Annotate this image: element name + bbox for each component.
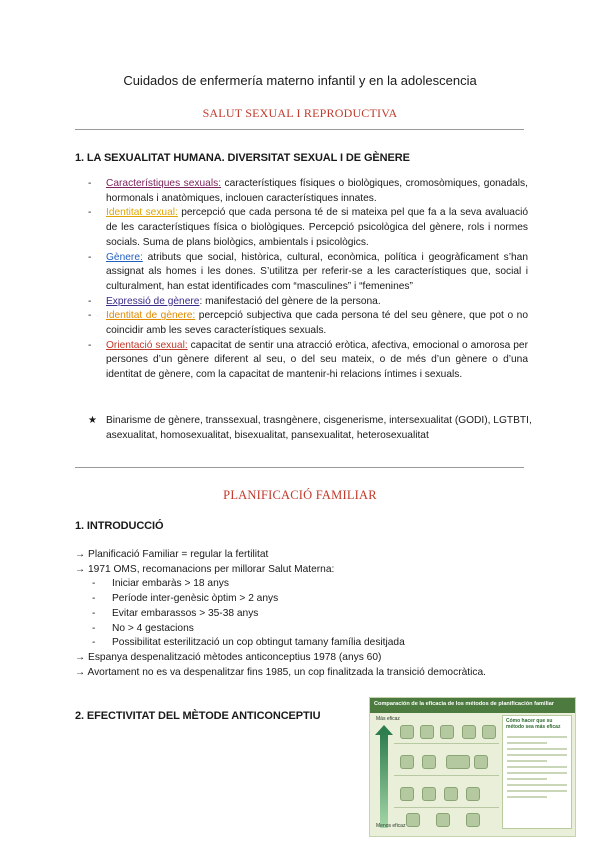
term-label: Identitat de gènere: <box>106 310 196 322</box>
term-label: Expressió de gènere <box>106 295 200 307</box>
term-label: Gènere: <box>106 251 143 263</box>
intro-line: → Espanya despenalització mètodes anticonceptius 1978 (anys 60) <box>75 651 382 663</box>
text-line <box>507 754 567 756</box>
text-line <box>507 748 567 750</box>
contraception-effectiveness-figure <box>369 697 576 837</box>
text-line <box>507 796 547 798</box>
term-text: percepció subjectiva que cada persona té del seu gènere, que pot o no coincidir amb les seves característiques sexuals. <box>106 310 528 337</box>
text-line <box>507 790 567 792</box>
withdrawal-icon <box>436 813 450 827</box>
condom-icon <box>400 787 414 801</box>
star-icon: ★ <box>88 415 98 426</box>
sponge-icon <box>466 813 480 827</box>
sterilization-icon <box>440 725 454 739</box>
pill-icon <box>422 755 436 769</box>
section-heading-intro: 1. INTRODUCCIÓ <box>75 520 164 532</box>
recommendations-list <box>75 577 486 651</box>
method-icon <box>482 725 496 739</box>
document-title: Cuidados de enfermería materno infantil y en la adolescencia <box>123 73 477 88</box>
vasectomy-icon <box>462 725 476 739</box>
injectable-icon <box>400 755 414 769</box>
list-item: - Identitat sexual: percepció que cada persona té de si mateixa pel que fa a la seva avaluació de les característiques física o biològiques. Percepció psicològica del gènere, rols i normes socials. Suma de plans biològics, ambientals i psicològics. <box>88 207 528 248</box>
divider <box>394 775 499 776</box>
list-item: - Iniciar embaràs > 18 anys <box>92 578 229 590</box>
text-line <box>507 784 567 786</box>
figure-side-panel <box>502 715 572 829</box>
planning-title: PLANIFICACIÓ FAMILIAR <box>223 488 377 502</box>
list-item: - Evitar embarassos > 35-38 anys <box>92 607 259 619</box>
list-item: - Gènere: atributs que social, històrica, cultural, econòmica, política i geogràficament s’han assignat als homes i les dones. S’utilitza per referir-se a les característiques que, social i culturalment, han estat identificades com “masculines” i “femenines” <box>88 251 528 292</box>
list-item: - Expressió de gènere: manifestació del gènere de la persona. <box>88 295 381 307</box>
intro-line: → Planificació Familiar = regular la fertilitat <box>75 549 269 560</box>
text-line <box>507 760 547 762</box>
text-line <box>507 772 567 774</box>
list-item: - Identitat de gènere: percepció subjectiva que cada persona té del seu gènere, que pot o no coincidir amb les seves característiques sexuals. <box>88 310 528 337</box>
definitions-list <box>88 177 528 383</box>
term-text: capacitat de sentir una atracció eròtica, afectiva, emocional o amorosa per persones d’un gènere diferent al seu, o del seu mateix, o de més d’un gènere o d’una identitat de gènere, com la capacitat de mantenir-hi relacions íntimes i sexuals. <box>106 339 528 381</box>
iud-icon <box>420 725 434 739</box>
star-note-text: Binarisme de gènere, transsexual, trasngènere, cisgenerisme, intersexualitat (GODI), LGTBTI, asexualitat, homosexualitat, bisexualitat, pansexualitat, heterosexualitat <box>106 415 532 441</box>
method-icon <box>466 787 480 801</box>
diaphragm-icon <box>422 787 436 801</box>
list-item: - Orientació sexual: capacitat de sentir una atracció eròtica, afectiva, emocional o amorosa per persones d’un gènere diferent al seu, o del seu mateix, o de més d’un gènere o d’una identitat de gènere, com la capacitat de mantenir-hi relacions íntimes i sexuals. <box>88 339 528 381</box>
divider <box>75 129 524 130</box>
divider <box>394 807 499 808</box>
term-label: Característiques sexuals: <box>106 178 222 189</box>
term-text: atributs que social, històrica, cultural, econòmica, política i geogràficament s’han assignat als homes i les dones. S’utilitza per referir-se a les característiques que, social i culturalment, han estat identificades com “masculines” i “femenines” <box>106 251 528 292</box>
subject-heading: SALUT SEXUAL I REPRODUCTIVA <box>202 106 398 120</box>
intro-line: → Avortament no es va despenalitzar fins 1985, un cop finalitzada la transició democràtica. <box>75 666 486 678</box>
term-text: : manifestació del gènere de la persona. <box>199 295 381 307</box>
spermicide-icon <box>406 813 420 827</box>
term-label: Identitat sexual: <box>106 207 178 219</box>
figure-bottom-label: Menos eficaz <box>376 823 406 829</box>
term-text: percepció que cada persona té de si mateixa pel que fa a la seva avaluació de les característiques física o biològiques. Percepció psicològica del gènere, rols i normes socials. Suma de plans biològics, ambientals i psicològics. <box>106 207 528 248</box>
figure-top-label: Más eficaz <box>376 716 400 722</box>
patch-icon <box>474 755 488 769</box>
intro-line: → 1971 OMS, recomanacions per millorar Salut Materna: <box>75 563 335 575</box>
calendar-icon <box>444 787 458 801</box>
text-line <box>507 736 567 738</box>
effectiveness-arrow <box>380 733 388 828</box>
figure-header: Comparación de la eficacia de los métodos de planificación familiar <box>370 698 575 713</box>
list-item: - Període inter-genèsic òptim > 2 anys <box>92 593 279 605</box>
list-item: - No > 4 gestacions <box>92 622 194 634</box>
divider <box>394 743 499 744</box>
intro-block <box>75 548 486 680</box>
term-text: característiques físiques o biològiques, cromosòmiques, gonadals, hormonals i anatòmiques, inclouen característiques innates. <box>106 178 528 204</box>
text-line <box>507 742 547 744</box>
section-heading-sexuality: 1. LA SEXUALITAT HUMANA. DIVERSITAT SEXUAL I DE GÈNERE <box>75 152 410 164</box>
pill-pack-icon <box>446 755 470 769</box>
text-line <box>507 778 547 780</box>
text-line <box>507 766 567 768</box>
figure-panel-title: Cómo hacer que su método sea más eficaz <box>506 718 561 730</box>
section-heading-effectiveness: 2. EFECTIVITAT DEL MÈTODE ANTICONCEPTIU <box>75 710 321 722</box>
implant-icon <box>400 725 414 739</box>
star-note <box>88 414 533 443</box>
term-label: Orientació sexual: <box>106 339 188 351</box>
list-item: - Característiques sexuals: característiques físiques o biològiques, cromosòmiques, gonadals, hormonals i anatòmiques, inclouen característiques innates. <box>88 178 528 204</box>
divider <box>75 467 524 468</box>
list-item: - Possibilitat esterilització un cop obtingut tamany família desitjada <box>92 637 405 649</box>
